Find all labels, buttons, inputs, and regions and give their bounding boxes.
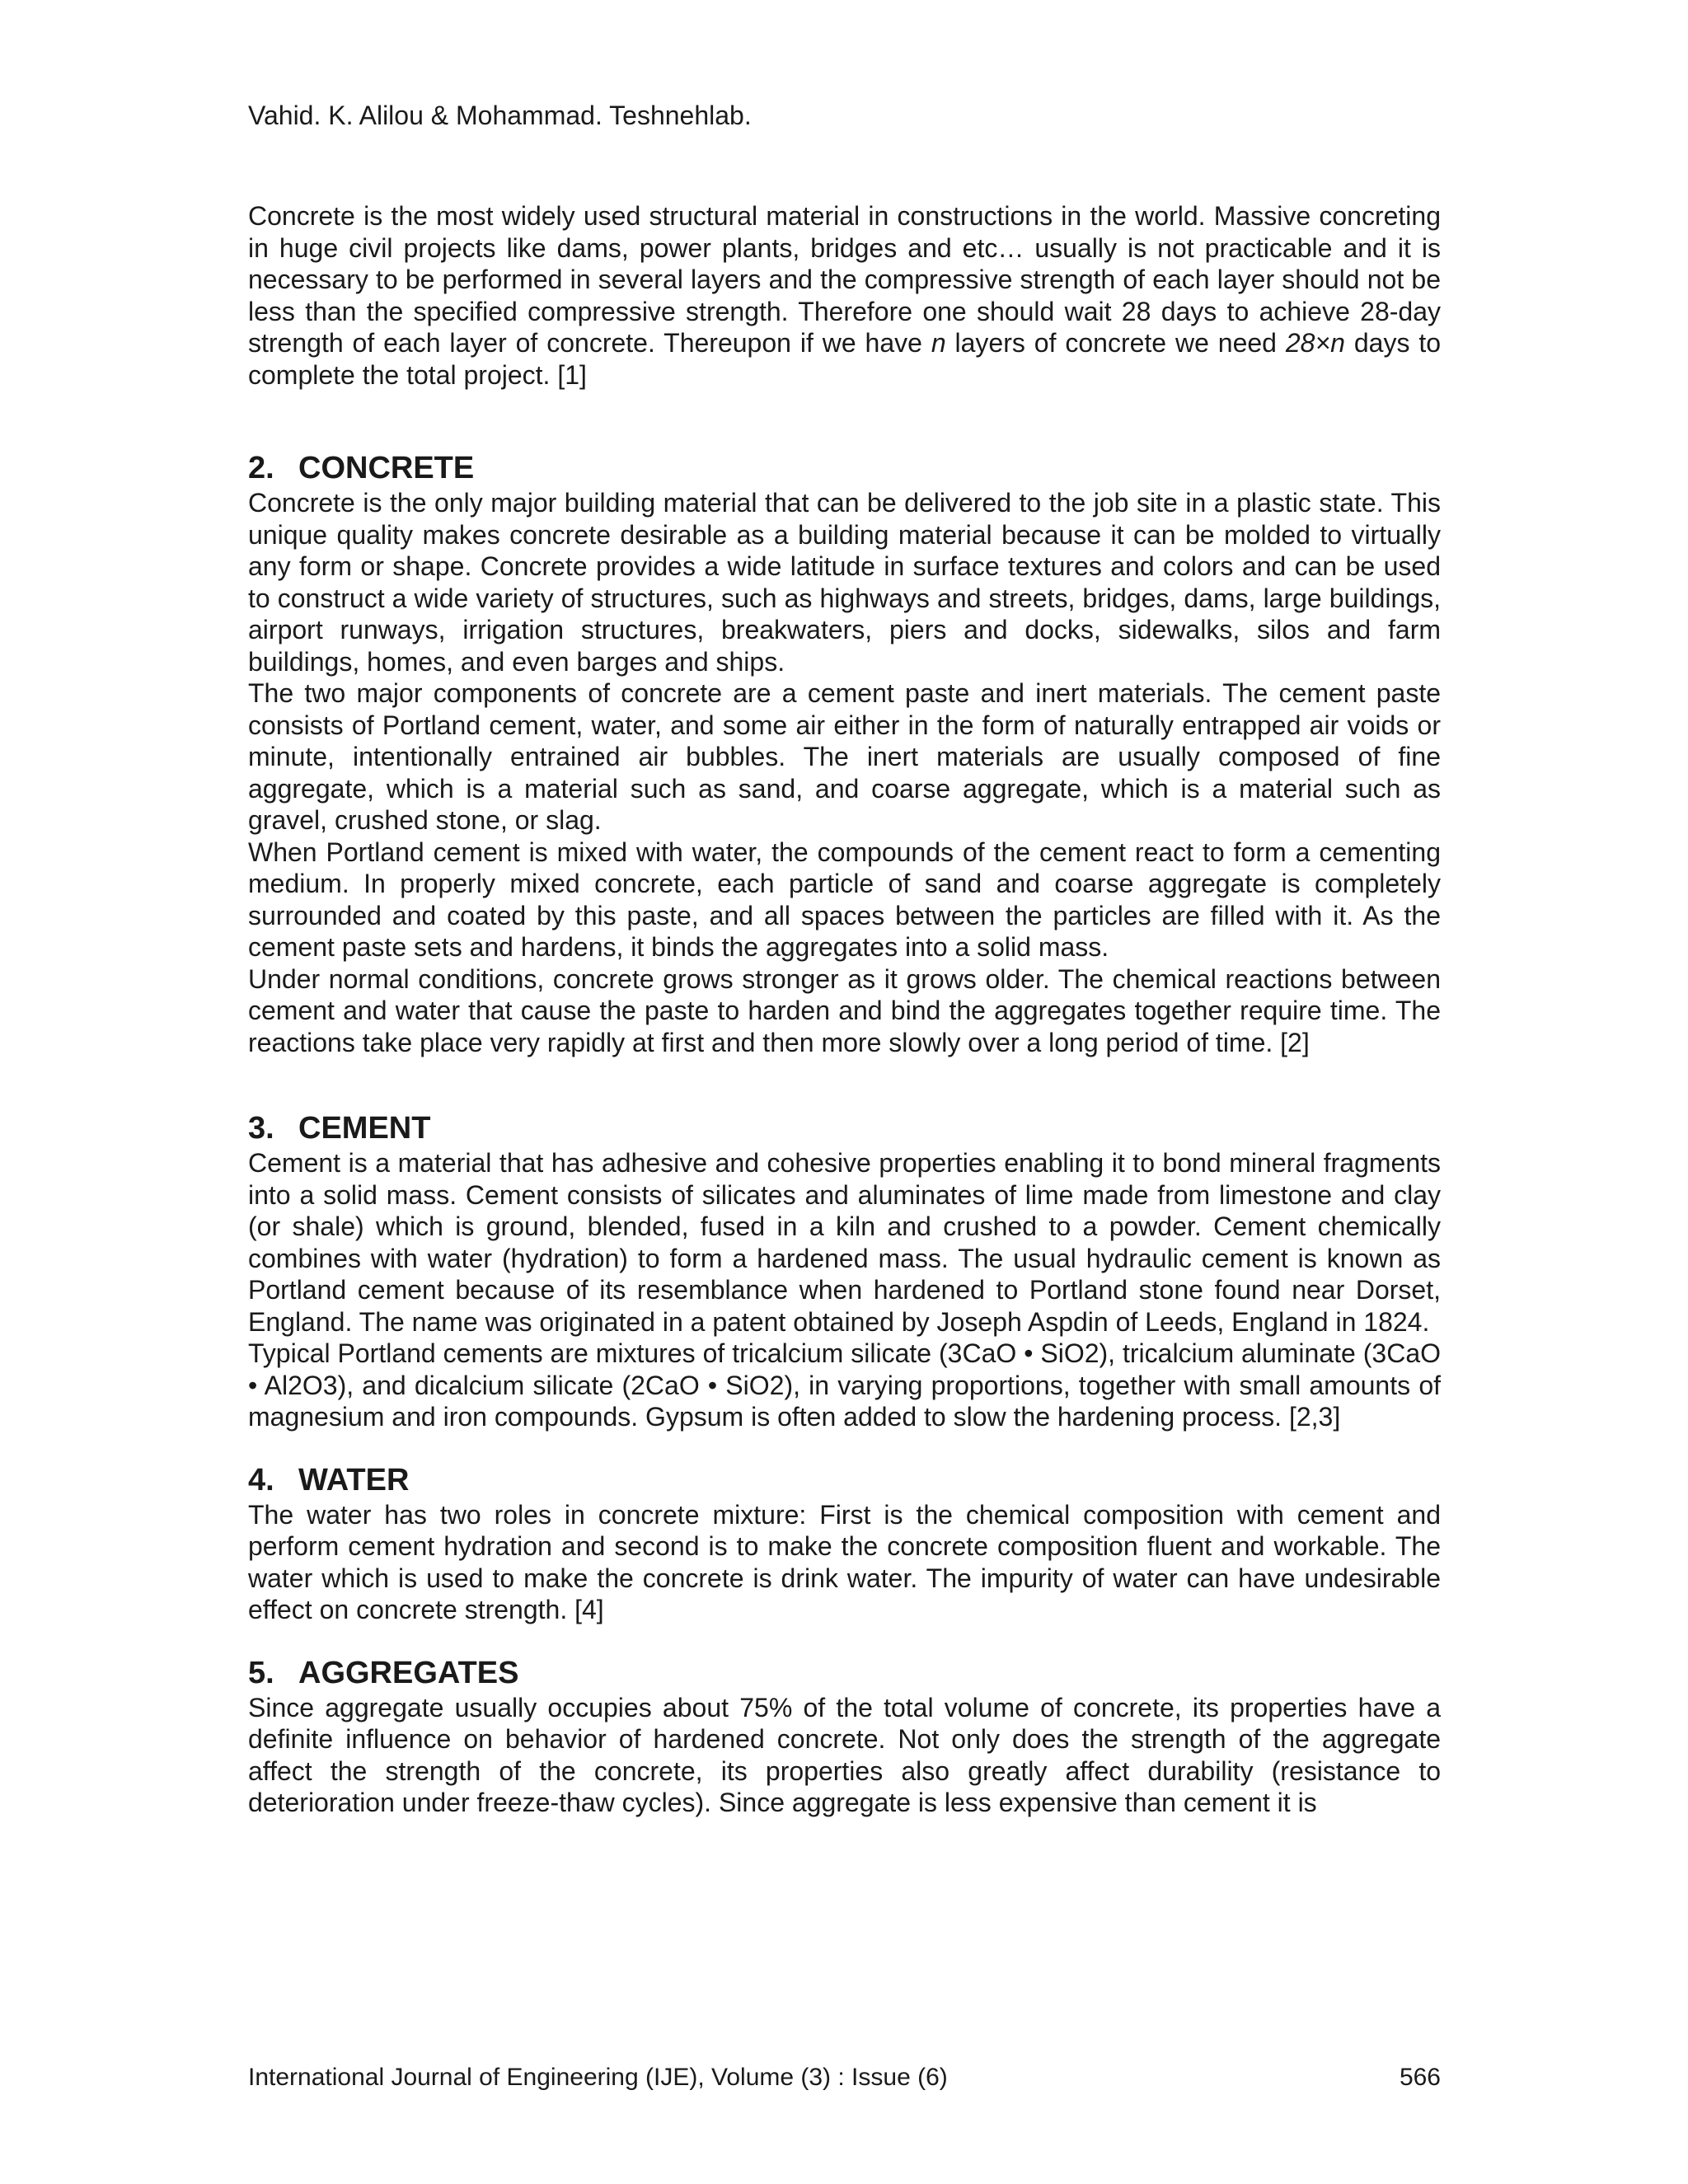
- section-heading-cement: [248, 1109, 1441, 1147]
- aggregates-paragraph-1: Since aggregate usually occupies about 75% of the total volume of concrete, its properties have a definite influence on behavior of hardened concrete. Not only does the strength of the aggregate affect the strength of the concrete, its properties also greatly affect durability (resistance to deterioration under freeze-thaw cycles). Since aggregate is less expensive than cement it is: [248, 1692, 1441, 1817]
- concrete-paragraph-1: Concrete is the only major building material that can be delivered to the job site in a plastic state. This unique quality makes concrete desirable as a building material because it can be molded to virtually any form or shape. Concrete provides a wide latitude in surface textures and colors and can be used to construct a wide variety of structures, such as highways and streets, bridges, dams, large buildings, airport runways, irrigation structures, breakwaters, piers and docks, sidewalks, silos and farm buildings, homes, and even barges and ships.: [248, 488, 1441, 677]
- page-content: [248, 200, 1441, 1819]
- cement-paragraph-1: Cement is a material that has adhesive and cohesive properties enabling it to bond mineral fragments into a solid mass. Cement consists of silicates and aluminates of lime made from limestone and clay (or shale) which is ground, blended, fused in a kiln and crushed to a powder. Cement chemically combines with water (hydration) to form a hardened mass. The usual hydraulic cement is known as Portland cement because of its resemblance when hardened to Portland stone found near Dorset, England. The name was originated in a patent obtained by Joseph Aspdin of Leeds, England in 1824.: [248, 1148, 1441, 1337]
- intro-text-a: Concrete is the most widely used structural material in constructions in the world. Massive concreting in huge civil projects like dams, power plants, bridges and etc… usually is not practicable and it is necessary to be performed in several layers and the compressive strength of each layer should not be less than the specified compressive strength. Therefore one should wait 28 days to achieve 28-day strength of each layer of concrete. Thereupon if we have: [248, 201, 1441, 358]
- footer-journal: International Journal of Engineering (IJE), Volume (3) : Issue (6): [248, 2064, 948, 2091]
- section-heading-water: [248, 1461, 1441, 1499]
- section-number: 2.: [248, 451, 274, 485]
- running-header-authors: Vahid. K. Alilou & Mohammad. Teshnehlab.: [248, 101, 752, 130]
- intro-variable-n: n: [931, 328, 946, 358]
- water-paragraph-1: The water has two roles in concrete mixture: First is the chemical composition with cement and perform cement hydration and second is to make the concrete composition fluent and workable. The water which is used to make the concrete is drink water. The impurity of water can have undesirable effect on concrete strength. [4]: [248, 1499, 1441, 1624]
- footer-page-number: 566: [1399, 2064, 1441, 2091]
- section-number: 4.: [248, 1462, 274, 1497]
- section-heading-concrete: [248, 449, 1441, 487]
- concrete-paragraph-3: When Portland cement is mixed with water, the compounds of the cement react to form a cementing medium. In properly mixed concrete, each particle of sand and coarse aggregate is completely surrounded and coated by this paste, and all spaces between the particles are filled with it. As the cement paste sets and hardens, it binds the aggregates into a solid mass.: [248, 837, 1441, 962]
- section-number: 5.: [248, 1655, 274, 1690]
- section-heading-aggregates: [248, 1654, 1441, 1692]
- intro-paragraph: [248, 200, 1441, 391]
- section-title: CEMENT: [298, 1111, 431, 1146]
- intro-expression: 28×n: [1285, 328, 1345, 358]
- section-title: CONCRETE: [298, 451, 475, 485]
- page-footer: [248, 2062, 1441, 2093]
- intro-text-b: layers of concrete we need: [945, 328, 1286, 358]
- section-title: AGGREGATES: [298, 1655, 519, 1690]
- section-title: WATER: [298, 1462, 410, 1497]
- concrete-paragraph-2: The two major components of concrete are a cement paste and inert materials. The cement paste consists of Portland cement, water, and some air either in the form of naturally entrapped air voids or minute, intentionally entrained air bubbles. The inert materials are usually composed of fine aggregate, which is a material such as sand, and coarse aggregate, which is a material such as gravel, crushed stone, or slag.: [248, 678, 1441, 835]
- cement-paragraph-2: Typical Portland cements are mixtures of tricalcium silicate (3CaO • SiO2), tricalcium aluminate (3CaO • Al2O3), and dicalcium silicate (2CaO • SiO2), in varying proportions, together with small amounts of magnesium and iron compounds. Gypsum is often added to slow the hardening process. [2,3]: [248, 1338, 1441, 1432]
- section-number: 3.: [248, 1111, 274, 1146]
- concrete-paragraph-4: Under normal conditions, concrete grows stronger as it grows older. The chemical reactions between cement and water that cause the paste to harden and bind the aggregates together require time. The reactions take place very rapidly at first and then more slowly over a long period of time. [2]: [248, 963, 1441, 1057]
- intro-text-c: days to complete the total project. [1]: [248, 328, 1442, 390]
